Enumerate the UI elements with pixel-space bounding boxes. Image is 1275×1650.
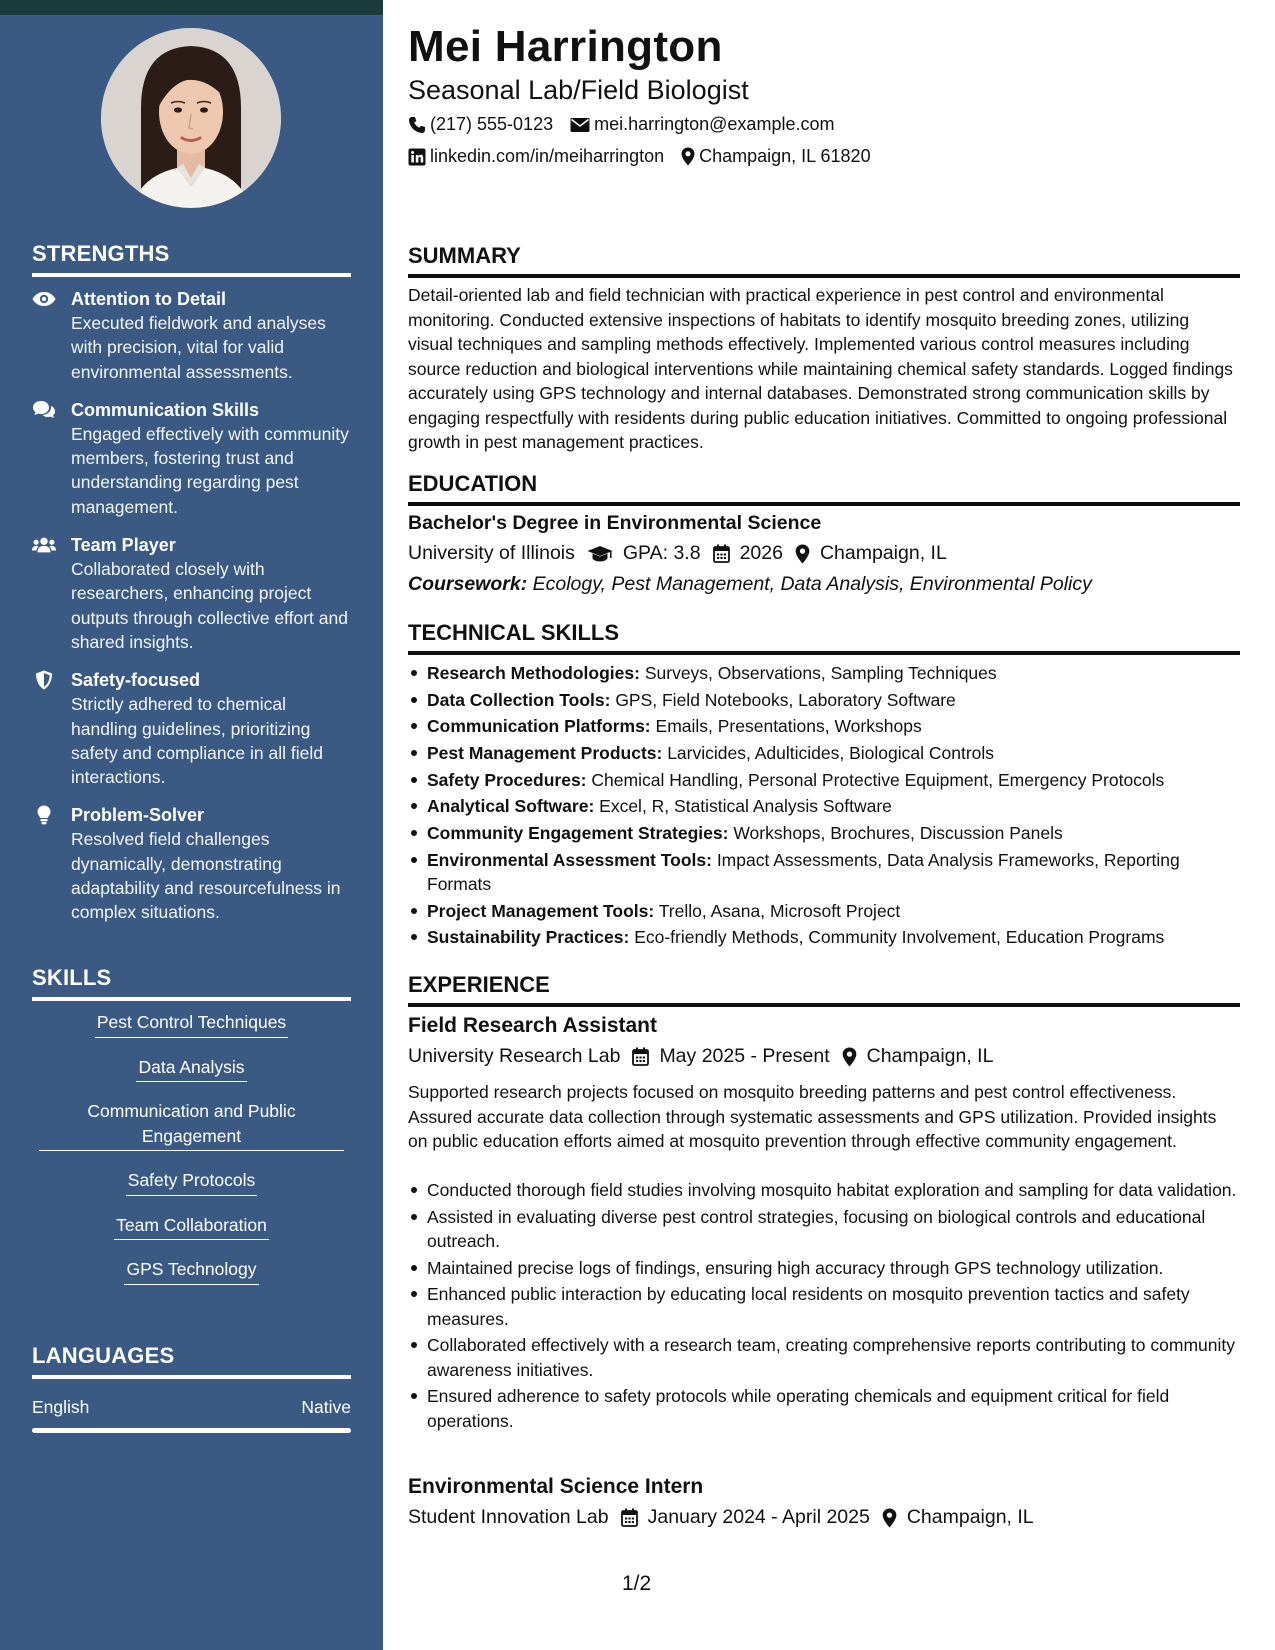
skill-tag: Pest Control Techniques (95, 1010, 288, 1038)
strength-item (32, 287, 352, 384)
sidebar (0, 0, 383, 1650)
comments-icon (32, 400, 56, 420)
lightbulb-icon (32, 805, 56, 825)
strength-description: Engaged effectively with community members, fostering trust and understanding regarding pest management. (71, 423, 349, 517)
list-item: Data Collection Tools: GPS, Field Notebooks, Laboratory Software (408, 688, 1238, 712)
calendar-icon (621, 1508, 638, 1527)
list-item: Conducted thorough field studies involving mosquito habitat exploration and sampling for data validation. (408, 1178, 1238, 1203)
phone-text: (217) 555-0123 (430, 114, 554, 134)
sidebar-top-bar (0, 0, 383, 15)
map-pin-icon (681, 147, 695, 166)
phone-contact[interactable] (408, 114, 553, 135)
list-item: Analytical Software: Excel, R, Statistical Analysis Software (408, 794, 1238, 818)
job-location: Champaign, IL (842, 1045, 994, 1068)
phone-icon (408, 116, 426, 134)
strengths-list (32, 287, 352, 939)
language-level: Native (301, 1397, 351, 1417)
strength-title: Team Player (71, 535, 176, 556)
languages-heading: LANGUAGES (32, 1343, 351, 1379)
candidate-name: Mei Harrington (408, 22, 723, 71)
job-meta (408, 1045, 1005, 1068)
linkedin-contact[interactable] (408, 146, 664, 167)
page-number: 1/2 (622, 1572, 652, 1595)
skill-tag: Team Collaboration (114, 1213, 269, 1241)
email-contact[interactable] (570, 114, 834, 135)
job-location: Champaign, IL (882, 1506, 1034, 1529)
email-text: mei.harrington@example.com (594, 114, 835, 134)
candidate-title: Seasonal Lab/Field Biologist (408, 75, 749, 105)
job-dates: January 2024 - April 2025 (621, 1506, 870, 1529)
school-name: University of Illinois (408, 542, 575, 564)
coursework-label: Coursework: (408, 573, 528, 595)
profile-photo (101, 28, 281, 208)
contact-row (408, 114, 851, 135)
strength-title: Safety-focused (71, 670, 201, 691)
list-item: Environmental Assessment Tools: Impact Assessments, Data Analysis Frameworks, Reporting Formats (408, 848, 1238, 897)
location-contact (681, 146, 870, 167)
strength-item (32, 533, 352, 654)
list-item: Sustainability Practices: Eco-friendly Methods, Community Involvement, Education Programs (408, 925, 1238, 949)
strength-item (32, 398, 352, 519)
education-meta (408, 542, 959, 565)
language-row (32, 1397, 351, 1418)
job-organization: Student Innovation Lab (408, 1506, 609, 1528)
list-item: Assisted in evaluating diverse pest control strategies, focusing on biological controls and educational outreach. (408, 1205, 1238, 1254)
strength-item (32, 803, 352, 924)
graduation-year: 2026 (713, 542, 783, 565)
list-item: Pest Management Products: Larvicides, Adulticides, Biological Controls (408, 741, 1238, 765)
coursework (408, 573, 1092, 596)
strength-description: Resolved field challenges dynamically, demonstrating adaptability and resourcefulness in complex situations. (71, 829, 341, 923)
technical-skills-list (408, 661, 1238, 952)
strength-title: Problem-Solver (71, 805, 205, 826)
job-bullets (408, 1178, 1238, 1435)
language-name: English (32, 1397, 90, 1417)
skill-tag: GPS Technology (124, 1257, 258, 1285)
list-item: Enhanced public interaction by educating local residents on mosquito prevention tactics and safety measures. (408, 1282, 1238, 1331)
map-pin-icon (795, 544, 810, 564)
strength-item (32, 668, 352, 789)
summary-text: Detail-oriented lab and field technician with practical experience in pest control and environmental monitoring. Conducted extensive inspections of habitats to identify mosquito breeding zones, utilizing visual techniques and sampling methods effectively. Implemented various control measures including source reduction and biological interventions while maintaining chemical safety standards. Logged findings accurately using GPS technology and internal databases. Demonstrated strong communication skills by engaging respectfully with residents during public education initiatives. Committed to ongoing professional growth in pest management practices. (408, 285, 1233, 452)
technical-skills-heading: TECHNICAL SKILLS (408, 620, 1240, 655)
calendar-icon (713, 544, 730, 563)
education-location: Champaign, IL (795, 542, 947, 565)
job-organization: University Research Lab (408, 1045, 621, 1067)
summary-heading: SUMMARY (408, 243, 1240, 278)
location-text: Champaign, IL 61820 (699, 146, 871, 166)
list-item: Collaborated effectively with a research team, creating comprehensive reports contributing to community awareness initiatives. (408, 1333, 1238, 1382)
degree-title: Bachelor's Degree in Environmental Science (408, 512, 822, 534)
skill-tag: Communication and Public Engagement (39, 1099, 344, 1151)
experience-heading: EXPERIENCE (408, 972, 1240, 1007)
job-dates: May 2025 - Present (632, 1045, 829, 1068)
linkedin-icon (408, 148, 426, 166)
calendar-icon (632, 1047, 649, 1066)
skill-tag: Data Analysis (136, 1055, 246, 1083)
contact-row (408, 146, 888, 167)
graduation-cap-icon (587, 545, 613, 563)
list-item: Maintained precise logs of findings, ensuring high accuracy through GPS technology utilization. (408, 1256, 1238, 1281)
list-item: Community Engagement Strategies: Workshops, Brochures, Discussion Panels (408, 821, 1238, 845)
job-title: Environmental Science Intern (408, 1475, 704, 1498)
job-title: Field Research Assistant (408, 1014, 657, 1037)
education-heading: EDUCATION (408, 471, 1240, 506)
job-meta (408, 1506, 1046, 1529)
list-item: Communication Platforms: Emails, Presentations, Workshops (408, 714, 1238, 738)
list-item: Project Management Tools: Trello, Asana, Microsoft Project (408, 899, 1238, 923)
strength-title: Communication Skills (71, 399, 260, 420)
map-pin-icon (842, 1047, 857, 1067)
linkedin-text: linkedin.com/in/meiharrington (430, 146, 665, 166)
list-item: Ensured adherence to safety protocols while operating chemicals and equipment critical for field operations. (408, 1384, 1238, 1433)
job-description: Supported research projects focused on mosquito breeding patterns and pest control effectiveness. Assured accurate data collection through systematic assessments and GPS utilization. Provided insights on public education efforts aimed at mosquito prevention through effective community engagement. (408, 1082, 1217, 1151)
skills-heading: SKILLS (32, 965, 351, 1001)
eye-icon (32, 289, 56, 309)
map-pin-icon (882, 1508, 897, 1528)
strengths-heading: STRENGTHS (32, 241, 351, 277)
users-icon (32, 535, 56, 555)
skill-tag: Safety Protocols (126, 1168, 257, 1196)
strength-description: Strictly adhered to chemical handling guidelines, prioritizing safety and compliance in all field interactions. (71, 694, 323, 788)
strength-description: Collaborated closely with researchers, enhancing project outputs through collective effort and shared insights. (71, 559, 348, 652)
strength-title: Attention to Detail (71, 289, 226, 309)
shield-icon (32, 670, 56, 690)
strength-description: Executed fieldwork and analyses with precision, vital for valid environmental assessments. (71, 313, 326, 382)
list-item: Research Methodologies: Surveys, Observations, Sampling Techniques (408, 661, 1238, 685)
list-item: Safety Procedures: Chemical Handling, Personal Protective Equipment, Emergency Protocols (408, 768, 1238, 792)
language-proficiency-bar (32, 1428, 351, 1433)
coursework-list: Ecology, Pest Management, Data Analysis, Environmental Policy (532, 573, 1092, 595)
gpa: GPA: 3.8 (587, 542, 701, 565)
envelope-icon (570, 117, 590, 133)
skills-list (32, 1010, 351, 1302)
